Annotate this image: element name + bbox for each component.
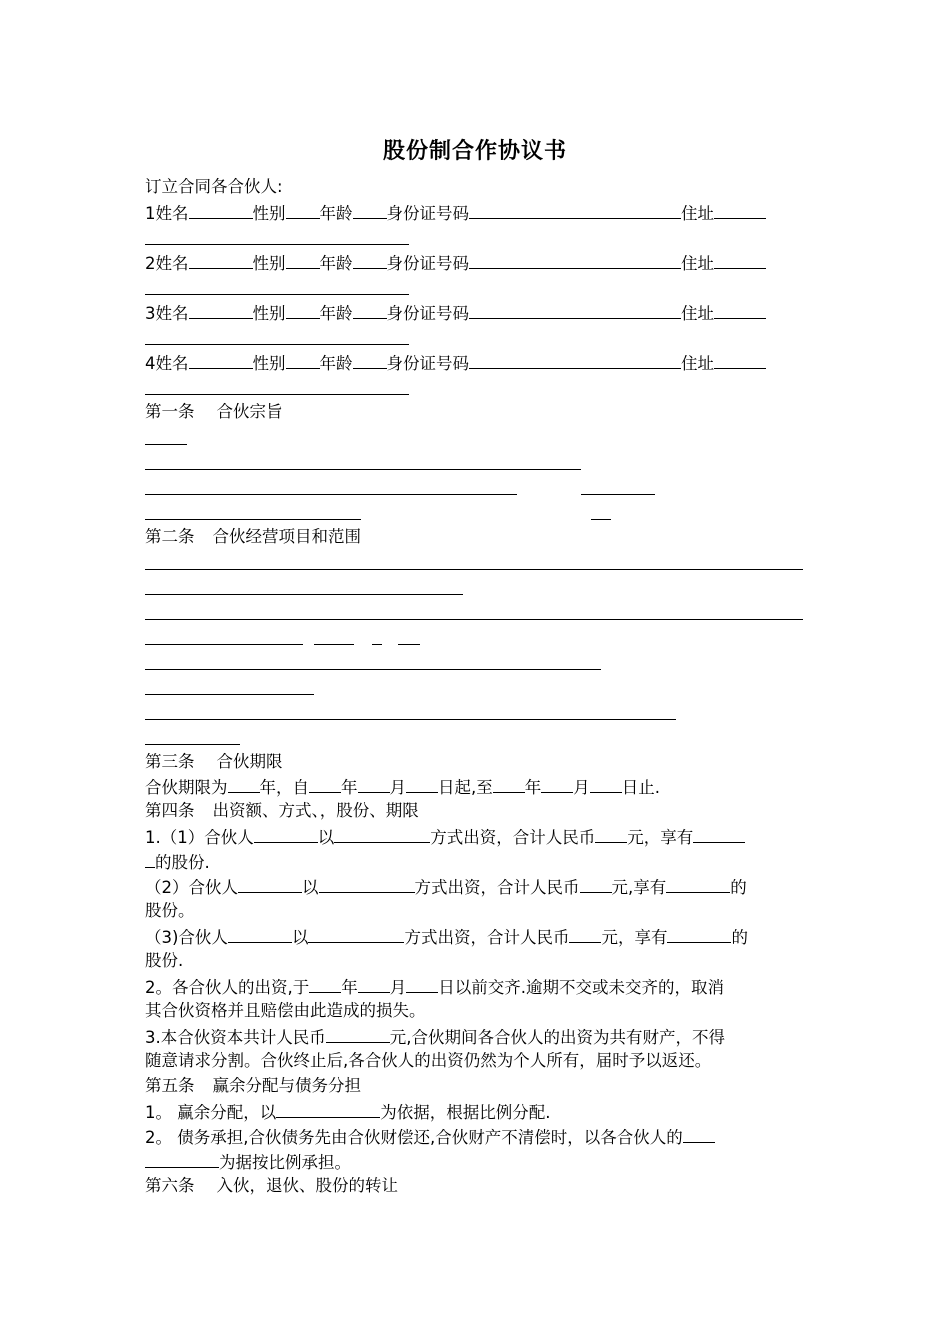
start-month-blank[interactable]: [358, 774, 390, 793]
id-label: 身份证号码: [386, 254, 469, 273]
contribution-text: 以: [302, 878, 319, 897]
address-blank[interactable]: [714, 350, 766, 369]
address-continuation-line[interactable]: [145, 294, 409, 295]
age-label: 年龄: [319, 254, 353, 273]
purpose-blank-line[interactable]: [591, 519, 611, 520]
age-label: 年龄: [319, 354, 353, 373]
id-blank[interactable]: [469, 200, 681, 219]
article-title: 合伙经营项目和范围: [212, 527, 361, 546]
article-4-heading: [145, 799, 419, 823]
article-6-heading: [145, 1174, 398, 1198]
deadline-text: 2。各合伙人的出资,于: [145, 978, 310, 997]
article-title: 赢余分配与债务分担: [212, 1076, 361, 1095]
debt-text: 2。 债务承担,合伙债务先由合伙财偿还,合伙财产不清偿时，以各合伙人的: [145, 1128, 683, 1147]
deadline-month-blank[interactable]: [358, 974, 390, 993]
end-year-blank[interactable]: [493, 774, 525, 793]
deadline-text: 日以前交齐.逾期不交或未交齐的，取消: [438, 978, 724, 997]
scope-blank-line[interactable]: [145, 694, 314, 695]
capital-text: 3.本合伙资本共计人民币: [145, 1028, 326, 1047]
total-capital-continuation: 随意请求分割。合伙终止后,各合伙人的出资仍然为个人所有，届时予以返还。: [145, 1051, 712, 1070]
debt-basis-blank[interactable]: [683, 1124, 715, 1143]
capital-text: 元,合伙期间各合伙人的出资为共有财产，不得: [389, 1028, 725, 1047]
contribution-text: 1.（1）合伙人: [145, 828, 254, 847]
partner-row-2: [145, 250, 766, 276]
share-blank[interactable]: [693, 824, 745, 843]
id-label: 身份证号码: [386, 204, 469, 223]
contribution-text: （3)合伙人: [145, 928, 228, 947]
article-label: 第四条: [145, 801, 195, 820]
debt-sharing-continuation: [145, 1149, 351, 1175]
age-blank[interactable]: [353, 250, 387, 269]
name-label: 姓名: [155, 254, 189, 273]
id-label: 身份证号码: [386, 354, 469, 373]
partner-row-3: [145, 300, 766, 326]
term-text: 合伙期限为: [145, 778, 228, 797]
term-line: [145, 774, 660, 800]
purpose-blank-line[interactable]: [581, 494, 655, 495]
contribution-1-continuation: [145, 849, 210, 875]
name-label: 姓名: [155, 354, 189, 373]
article-label: 第二条: [145, 527, 195, 546]
name-blank[interactable]: [189, 350, 253, 369]
article-1-heading: [145, 400, 283, 424]
term-text: 月: [389, 778, 406, 797]
name-label: 姓名: [155, 204, 189, 223]
article-title: 合伙宗旨: [216, 402, 283, 421]
address-label: 住址: [681, 254, 714, 273]
gender-blank[interactable]: [286, 300, 320, 319]
deadline-text: 月: [389, 978, 407, 997]
term-text: 年: [524, 778, 542, 797]
partner-number: 1: [145, 204, 156, 223]
gender-label: 性别: [252, 254, 286, 273]
term-text: 年，自: [259, 778, 309, 797]
address-blank[interactable]: [714, 250, 766, 269]
contribution-text: 元,享有: [611, 878, 667, 897]
contribution-text: 的: [730, 878, 747, 897]
article-2-heading: [145, 525, 361, 549]
contribution-method-blank[interactable]: [334, 824, 430, 843]
id-blank[interactable]: [469, 350, 681, 369]
contribution-method-blank[interactable]: [319, 874, 415, 893]
address-blank[interactable]: [714, 300, 766, 319]
share-blank[interactable]: [667, 924, 731, 943]
scope-blank-line[interactable]: [145, 669, 601, 670]
age-blank[interactable]: [353, 300, 387, 319]
debt-basis-blank-cont[interactable]: [145, 1149, 219, 1168]
payment-deadline-line: [145, 974, 724, 1000]
contribution-text: 的股份.: [155, 853, 210, 872]
gender-label: 性别: [252, 354, 286, 373]
article-label: 第六条: [145, 1176, 195, 1195]
partner-row-4: [145, 350, 766, 376]
deadline-text: 年: [341, 978, 358, 997]
amount-blank[interactable]: [580, 874, 612, 893]
term-text: 日止.: [621, 778, 660, 797]
gender-blank[interactable]: [286, 250, 320, 269]
address-continuation-line[interactable]: [145, 244, 409, 245]
gender-label: 性别: [252, 304, 286, 323]
purpose-blank-line[interactable]: [145, 444, 187, 445]
contribution-method-blank[interactable]: [308, 924, 404, 943]
deadline-year-blank[interactable]: [309, 974, 341, 993]
contribution-text: 以: [291, 928, 309, 947]
contribution-text: 的: [731, 928, 748, 947]
age-blank[interactable]: [353, 350, 387, 369]
profit-basis-blank[interactable]: [276, 1099, 380, 1118]
document-title: 股份制合作协议书: [382, 139, 567, 164]
age-blank[interactable]: [353, 200, 387, 219]
gender-blank[interactable]: [286, 200, 320, 219]
scope-blank-line[interactable]: [145, 619, 803, 620]
article-title: 合伙期限: [216, 752, 283, 771]
start-day-blank[interactable]: [406, 774, 438, 793]
total-capital-line: [145, 1024, 725, 1050]
contribution-2-line: [145, 874, 747, 900]
payment-deadline-continuation: 其合伙资格并且赔偿由此造成的损失。: [145, 1001, 426, 1020]
end-day-blank[interactable]: [590, 774, 622, 793]
partner-number: 4: [145, 354, 156, 373]
age-label: 年龄: [319, 304, 353, 323]
address-blank[interactable]: [714, 200, 766, 219]
id-blank[interactable]: [469, 250, 681, 269]
scope-blank-line[interactable]: [372, 644, 382, 645]
contribution-2-continuation: 股份。: [145, 901, 195, 920]
contribution-text: 以: [317, 828, 335, 847]
debt-sharing-line: [145, 1124, 715, 1150]
scope-blank-line[interactable]: [145, 594, 463, 595]
age-label: 年龄: [319, 204, 353, 223]
start-year-blank[interactable]: [309, 774, 341, 793]
purpose-blank-line[interactable]: [145, 494, 517, 495]
profit-text: 1。 赢余分配，以: [145, 1103, 277, 1122]
purpose-blank-line[interactable]: [145, 469, 581, 470]
article-3-heading: [145, 750, 283, 774]
contribution-text: 元，享有: [601, 928, 668, 947]
profit-distribution-line: [145, 1099, 551, 1125]
share-blank-cont[interactable]: [145, 849, 155, 868]
total-capital-blank[interactable]: [326, 1024, 390, 1043]
contribution-text: 方式出资，合计人民币: [430, 828, 596, 847]
name-label: 姓名: [155, 304, 189, 323]
address-continuation-line[interactable]: [145, 344, 409, 345]
partner-name-blank[interactable]: [228, 924, 292, 943]
contribution-text: 方式出资，合计人民币: [414, 878, 580, 897]
share-blank[interactable]: [666, 874, 730, 893]
term-text: 月: [573, 778, 590, 797]
name-blank[interactable]: [189, 300, 253, 319]
end-month-blank[interactable]: [541, 774, 573, 793]
partner-number: 2: [145, 254, 156, 273]
purpose-blank-line[interactable]: [145, 519, 361, 520]
partner-row-1: [145, 200, 766, 226]
gender-label: 性别: [252, 204, 286, 223]
term-text: 日起,至: [438, 778, 493, 797]
address-continuation-line[interactable]: [145, 394, 409, 395]
term-text: 年: [341, 778, 358, 797]
scope-blank-line[interactable]: [145, 744, 240, 745]
term-years-blank[interactable]: [228, 774, 260, 793]
scope-blank-line[interactable]: [398, 644, 420, 645]
contribution-text: （2）合伙人: [145, 878, 238, 897]
name-blank[interactable]: [189, 200, 253, 219]
address-label: 住址: [681, 304, 714, 323]
scope-blank-line[interactable]: [145, 644, 303, 645]
amount-blank[interactable]: [595, 824, 627, 843]
scope-blank-line[interactable]: [145, 719, 676, 720]
article-title: 入伙，退伙、股份的转让: [216, 1176, 398, 1195]
contribution-3-line: [145, 924, 748, 950]
scope-blank-line[interactable]: [314, 644, 354, 645]
id-blank[interactable]: [469, 300, 681, 319]
article-label: 第三条: [145, 752, 195, 771]
partner-number: 3: [145, 304, 156, 323]
contribution-3-continuation: 股份.: [145, 951, 184, 970]
partner-name-blank[interactable]: [238, 874, 302, 893]
deadline-day-blank[interactable]: [406, 974, 438, 993]
profit-text: 为依据，根据比例分配.: [380, 1103, 551, 1122]
article-title: 出资额、方式、，股份、期限: [212, 801, 419, 820]
name-blank[interactable]: [189, 250, 253, 269]
partner-name-blank[interactable]: [254, 824, 318, 843]
contribution-1-line: [145, 824, 745, 850]
address-label: 住址: [681, 354, 714, 373]
intro-text: 订立合同各合伙人:: [145, 177, 283, 196]
scope-blank-line[interactable]: [145, 569, 803, 570]
article-label: 第一条: [145, 402, 195, 421]
id-label: 身份证号码: [386, 304, 469, 323]
contribution-text: 元，享有: [627, 828, 694, 847]
gender-blank[interactable]: [286, 350, 320, 369]
contribution-text: 方式出资，合计人民币: [404, 928, 570, 947]
article-5-heading: [145, 1074, 361, 1098]
debt-text: 为据按比例承担。: [219, 1153, 351, 1172]
article-label: 第五条: [145, 1076, 195, 1095]
address-label: 住址: [681, 204, 714, 223]
amount-blank[interactable]: [569, 924, 601, 943]
